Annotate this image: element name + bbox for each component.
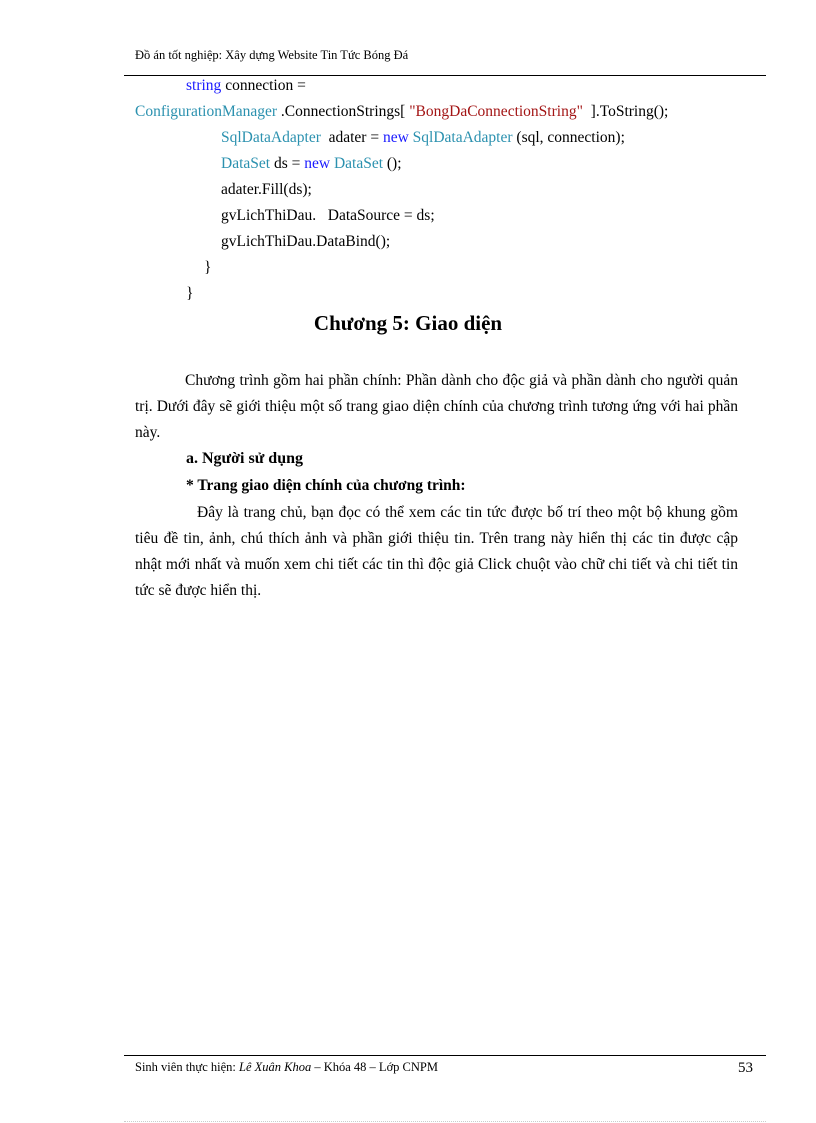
code-text: .ConnectionStrings[ [277, 103, 410, 120]
footer-suffix: – Khóa 48 – Lớp CNPM [311, 1060, 438, 1074]
code-type: SqlDataAdapter [408, 129, 513, 146]
code-type: DataSet [330, 155, 384, 172]
subsection-heading: * Trang giao diện chính của chương trình: [186, 477, 466, 494]
code-line-8: } [204, 259, 212, 276]
footer-prefix: Sinh viên thực hiện: [135, 1060, 239, 1074]
code-text: (); [383, 155, 402, 172]
intro-paragraph: Chương trình gồm hai phần chính: Phần dành cho độc giả và phần dành cho người quản trị. Dưới đây sẽ giới thiệu một số trang giao diện chính của chương trình tương ứng với hai phần này. [135, 372, 738, 441]
body-paragraph: Đây là trang chủ, bạn đọc có thể xem các tin tức được bố trí theo một bộ khung gồm tiêu đề tin, ảnh, chú thích ảnh và phần giới thiệu tin. Trên trang này hiển thị các tin được cập nhật mới nhất và muốn xem chi tiết các tin thì độc giả Click chuột vào chữ chi tiết và chi tiết tin tức sẽ được hiển thị. [135, 504, 738, 599]
code-string: "BongDaConnectionString" [409, 103, 583, 120]
author-name: Lê Xuân Khoa [239, 1060, 312, 1074]
page-footer [135, 1060, 438, 1075]
section-heading: a. Người sử dụng [186, 450, 303, 467]
bottom-dotted-line [124, 1121, 766, 1122]
code-keyword: new [382, 129, 409, 146]
code-line-2 [135, 102, 668, 122]
code-text: ds = [270, 155, 305, 172]
code-line-6: gvLichThiDau. DataSource = ds; [221, 207, 435, 224]
code-keyword: string [186, 77, 222, 94]
code-keyword: new [304, 155, 331, 172]
code-type: ConfigurationManager [135, 103, 278, 120]
code-text: adater = [320, 129, 383, 146]
code-line-5: adater.Fill(ds); [221, 181, 312, 198]
code-line-7: gvLichThiDau.DataBind(); [221, 233, 391, 250]
footer-rule [124, 1055, 766, 1056]
code-type: SqlDataAdapter [221, 129, 321, 146]
code-line-4 [221, 154, 402, 174]
code-text: connection = [221, 77, 306, 94]
code-type: DataSet [221, 155, 271, 172]
code-text: (sql, connection); [512, 129, 625, 146]
code-line-9: } [186, 285, 194, 302]
code-text: ].ToString(); [582, 103, 669, 120]
code-line-3 [221, 128, 625, 148]
page-number: 53 [738, 1060, 753, 1076]
chapter-title: Chương 5: Giao diện [313, 311, 503, 335]
code-line-1 [186, 76, 306, 96]
page-header: Đồ án tốt nghiệp: Xây dựng Website Tin Tức Bóng Đá [135, 48, 409, 62]
